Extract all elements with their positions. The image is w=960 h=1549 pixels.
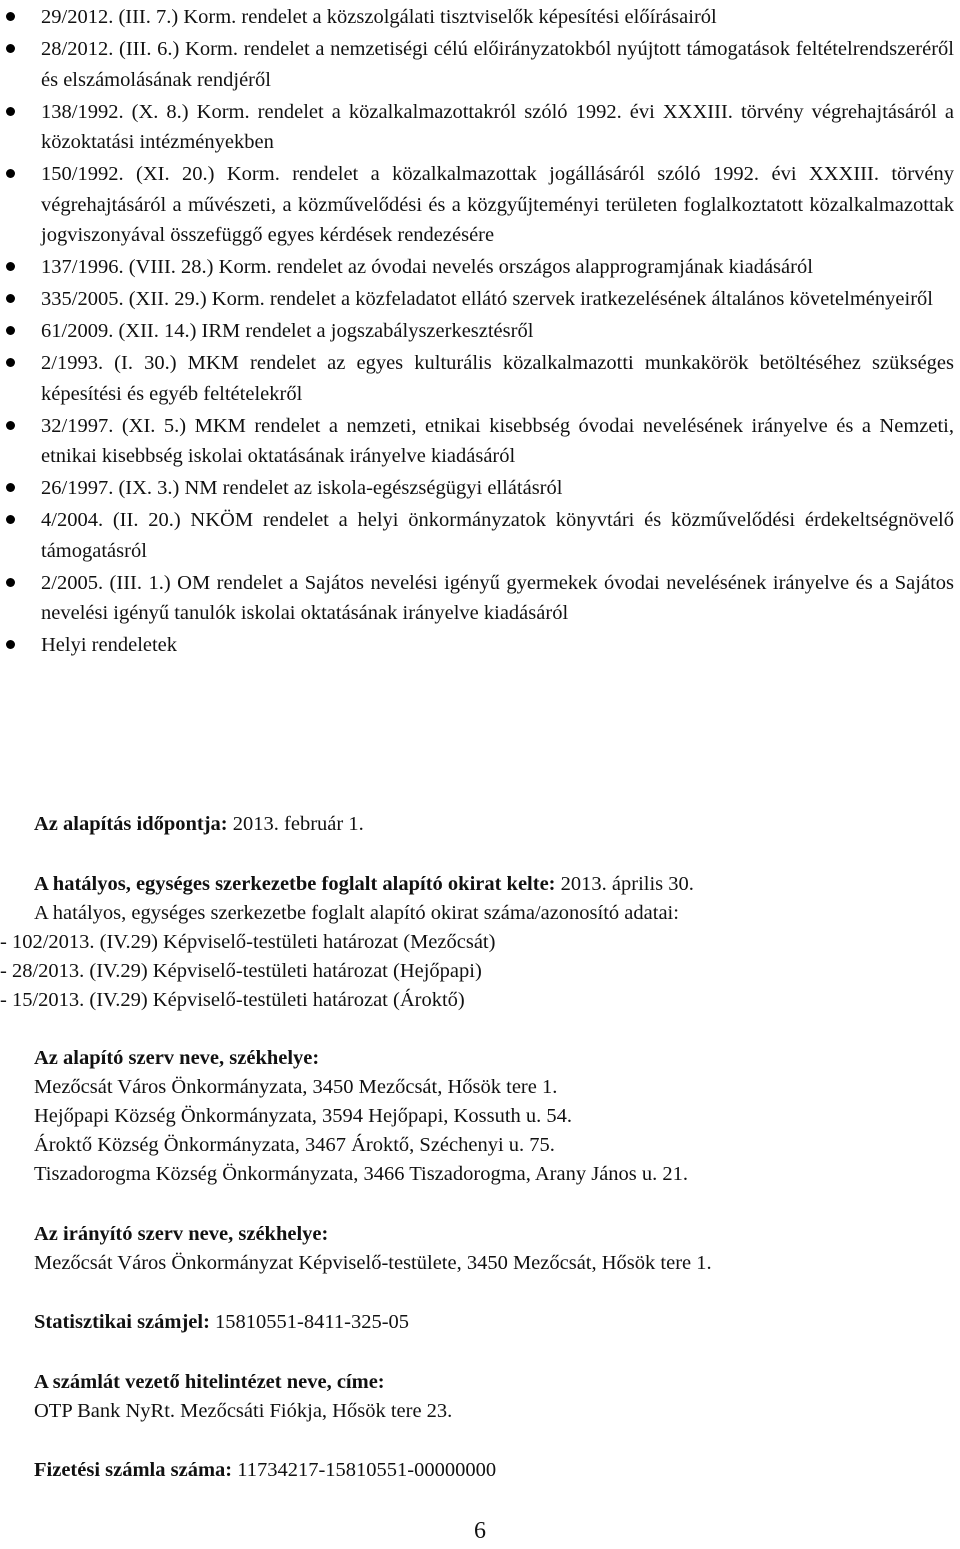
legislation-list (0, 2, 960, 662)
bullet-icon (6, 169, 15, 178)
list-item: 4/2004. (II. 20.) NKÖM rendelet a helyi önkormányzatok könyvtári és közművelődési érdekeltségnövelő támogatásról (0, 505, 960, 566)
founder-heading: Az alapító szerv neve, székhelye: (34, 1047, 320, 1069)
bullet-icon (6, 262, 15, 271)
payment-section (34, 1456, 950, 1485)
founder-entry: Ároktő Község Önkormányzata, 3467 Ároktő, Széchenyi u. 75. (34, 1134, 555, 1156)
list-item: 138/1992. (X. 8.) Korm. rendelet a közalkalmazottakról szóló 1992. évi XXXIII. törvény végrehajtásáról a közoktatási intézményekben (0, 97, 960, 158)
list-item: 32/1997. (XI. 5.) MKM rendelet a nemzeti, etnikai kisebbség óvodai nevelésének irányelve és a Nemzeti, etnikai kisebbség iskolai oktatásának irányelve kiadásáról (0, 411, 960, 472)
consolidated-ids-heading: A hatályos, egységes szerkezetbe foglalt alapító okirat száma/azonosító adatai: (34, 902, 679, 924)
bullet-icon (6, 326, 15, 335)
founder-entry: Tiszadorogma Község Önkormányzata, 3466 Tiszadorogma, Arany János u. 21. (34, 1163, 689, 1185)
bullet-icon (6, 107, 15, 116)
statistical-label: Statisztikai számjel: (34, 1311, 210, 1333)
founding-date-label: Az alapítás időpontja: (34, 813, 228, 835)
bullet-icon (6, 483, 15, 492)
consolidated-date-label: A hatályos, egységes szerkezetbe foglalt alapító okirat kelte: (34, 873, 556, 895)
bullet-icon (6, 294, 15, 303)
statistical-value: 15810551-8411-325-05 (209, 1311, 410, 1333)
list-item: 335/2005. (XII. 29.) Korm. rendelet a közfeladatot ellátó szervek iratkezelésének általános követelményeiről (0, 284, 960, 315)
resolution-list (0, 928, 495, 1015)
statistical-section (34, 1308, 950, 1337)
governing-value: Mezőcsát Város Önkormányzat Képviselő-testülete, 3450 Mezőcsát, Hősök tere 1. (34, 1252, 712, 1274)
bullet-icon (6, 578, 15, 587)
founder-entry: Mezőcsát Város Önkormányzata, 3450 Mezőcsát, Hősök tere 1. (34, 1076, 558, 1098)
payment-label: Fizetési számla száma: (34, 1459, 233, 1481)
payment-value: 11734217-15810551-00000000 (232, 1459, 497, 1481)
list-item: 2/1993. (I. 30.) MKM rendelet az egyes kulturális közalkalmazotti munkakörök betöltéséhez szükséges képesítési és egyéb feltételekről (0, 348, 960, 409)
founding-date (34, 810, 950, 839)
list-item: 28/2012. (III. 6.) Korm. rendelet a nemzetiségi célú előirányzatokból nyújtott támogatások feltételrendszeréről és elszámolásának rendjéről (0, 34, 960, 95)
bullet-icon (6, 421, 15, 430)
bullet-icon (6, 640, 15, 649)
consolidated-date-value: 2013. április 30. (555, 873, 694, 895)
list-item: 26/1997. (IX. 3.) NM rendelet az iskola-egészségügyi ellátásról (0, 473, 960, 504)
bank-value: OTP Bank NyRt. Mezőcsáti Fiókja, Hősök tere 23. (34, 1400, 453, 1422)
governing-section (34, 1220, 950, 1278)
list-item: 29/2012. (III. 7.) Korm. rendelet a közszolgálati tisztviselők képesítési előírásairól (0, 2, 960, 33)
list-item: 61/2009. (XII. 14.) IRM rendelet a jogszabályszerkesztésről (0, 316, 960, 347)
founder-entry: Hejőpapi Község Önkormányzata, 3594 Hejőpapi, Kossuth u. 54. (34, 1105, 573, 1127)
bullet-icon (6, 44, 15, 53)
list-item: 137/1996. (VIII. 28.) Korm. rendelet az óvodai nevelés országos alapprogramjának kiadásáról (0, 252, 960, 283)
bullet-icon (6, 515, 15, 524)
bank-heading: A számlát vezető hitelintézet neve, címe: (34, 1371, 385, 1393)
resolution-item: - 102/2013. (IV.29) Képviselő-testületi határozat (Mezőcsát) (0, 931, 496, 953)
bank-section (34, 1368, 950, 1426)
list-item: 2/2005. (III. 1.) OM rendelet a Sajátos nevelési igényű gyermekek óvodai nevelésének irányelve és a Sajátos nevelési igényű tanulók iskolai oktatásának irányelve kiadásáról (0, 568, 960, 629)
founding-date-value: 2013. február 1. (227, 813, 364, 835)
founder-section (34, 1044, 950, 1189)
governing-heading: Az irányító szerv neve, székhelye: (34, 1223, 329, 1245)
list-item: 150/1992. (XI. 20.) Korm. rendelet a közalkalmazottak jogállásáról szóló 1992. évi XXXIII. törvény végrehajtásáról a művészeti, a közművelődési és a közgyűjteményi területen foglalkoztatott közalkalmazottak jogviszonyával összefüggő egyes kérdések rendezésére (0, 159, 960, 251)
bullet-icon (6, 12, 15, 21)
consolidated-date (34, 870, 950, 928)
resolution-item: - 28/2013. (IV.29) Képviselő-testületi határozat (Hejőpapi) (0, 960, 482, 982)
list-item: Helyi rendeletek (0, 630, 960, 661)
resolution-item: - 15/2013. (IV.29) Képviselő-testületi határozat (Ároktő) (0, 989, 465, 1011)
page-number: 6 (474, 1518, 486, 1544)
bullet-icon (6, 358, 15, 367)
